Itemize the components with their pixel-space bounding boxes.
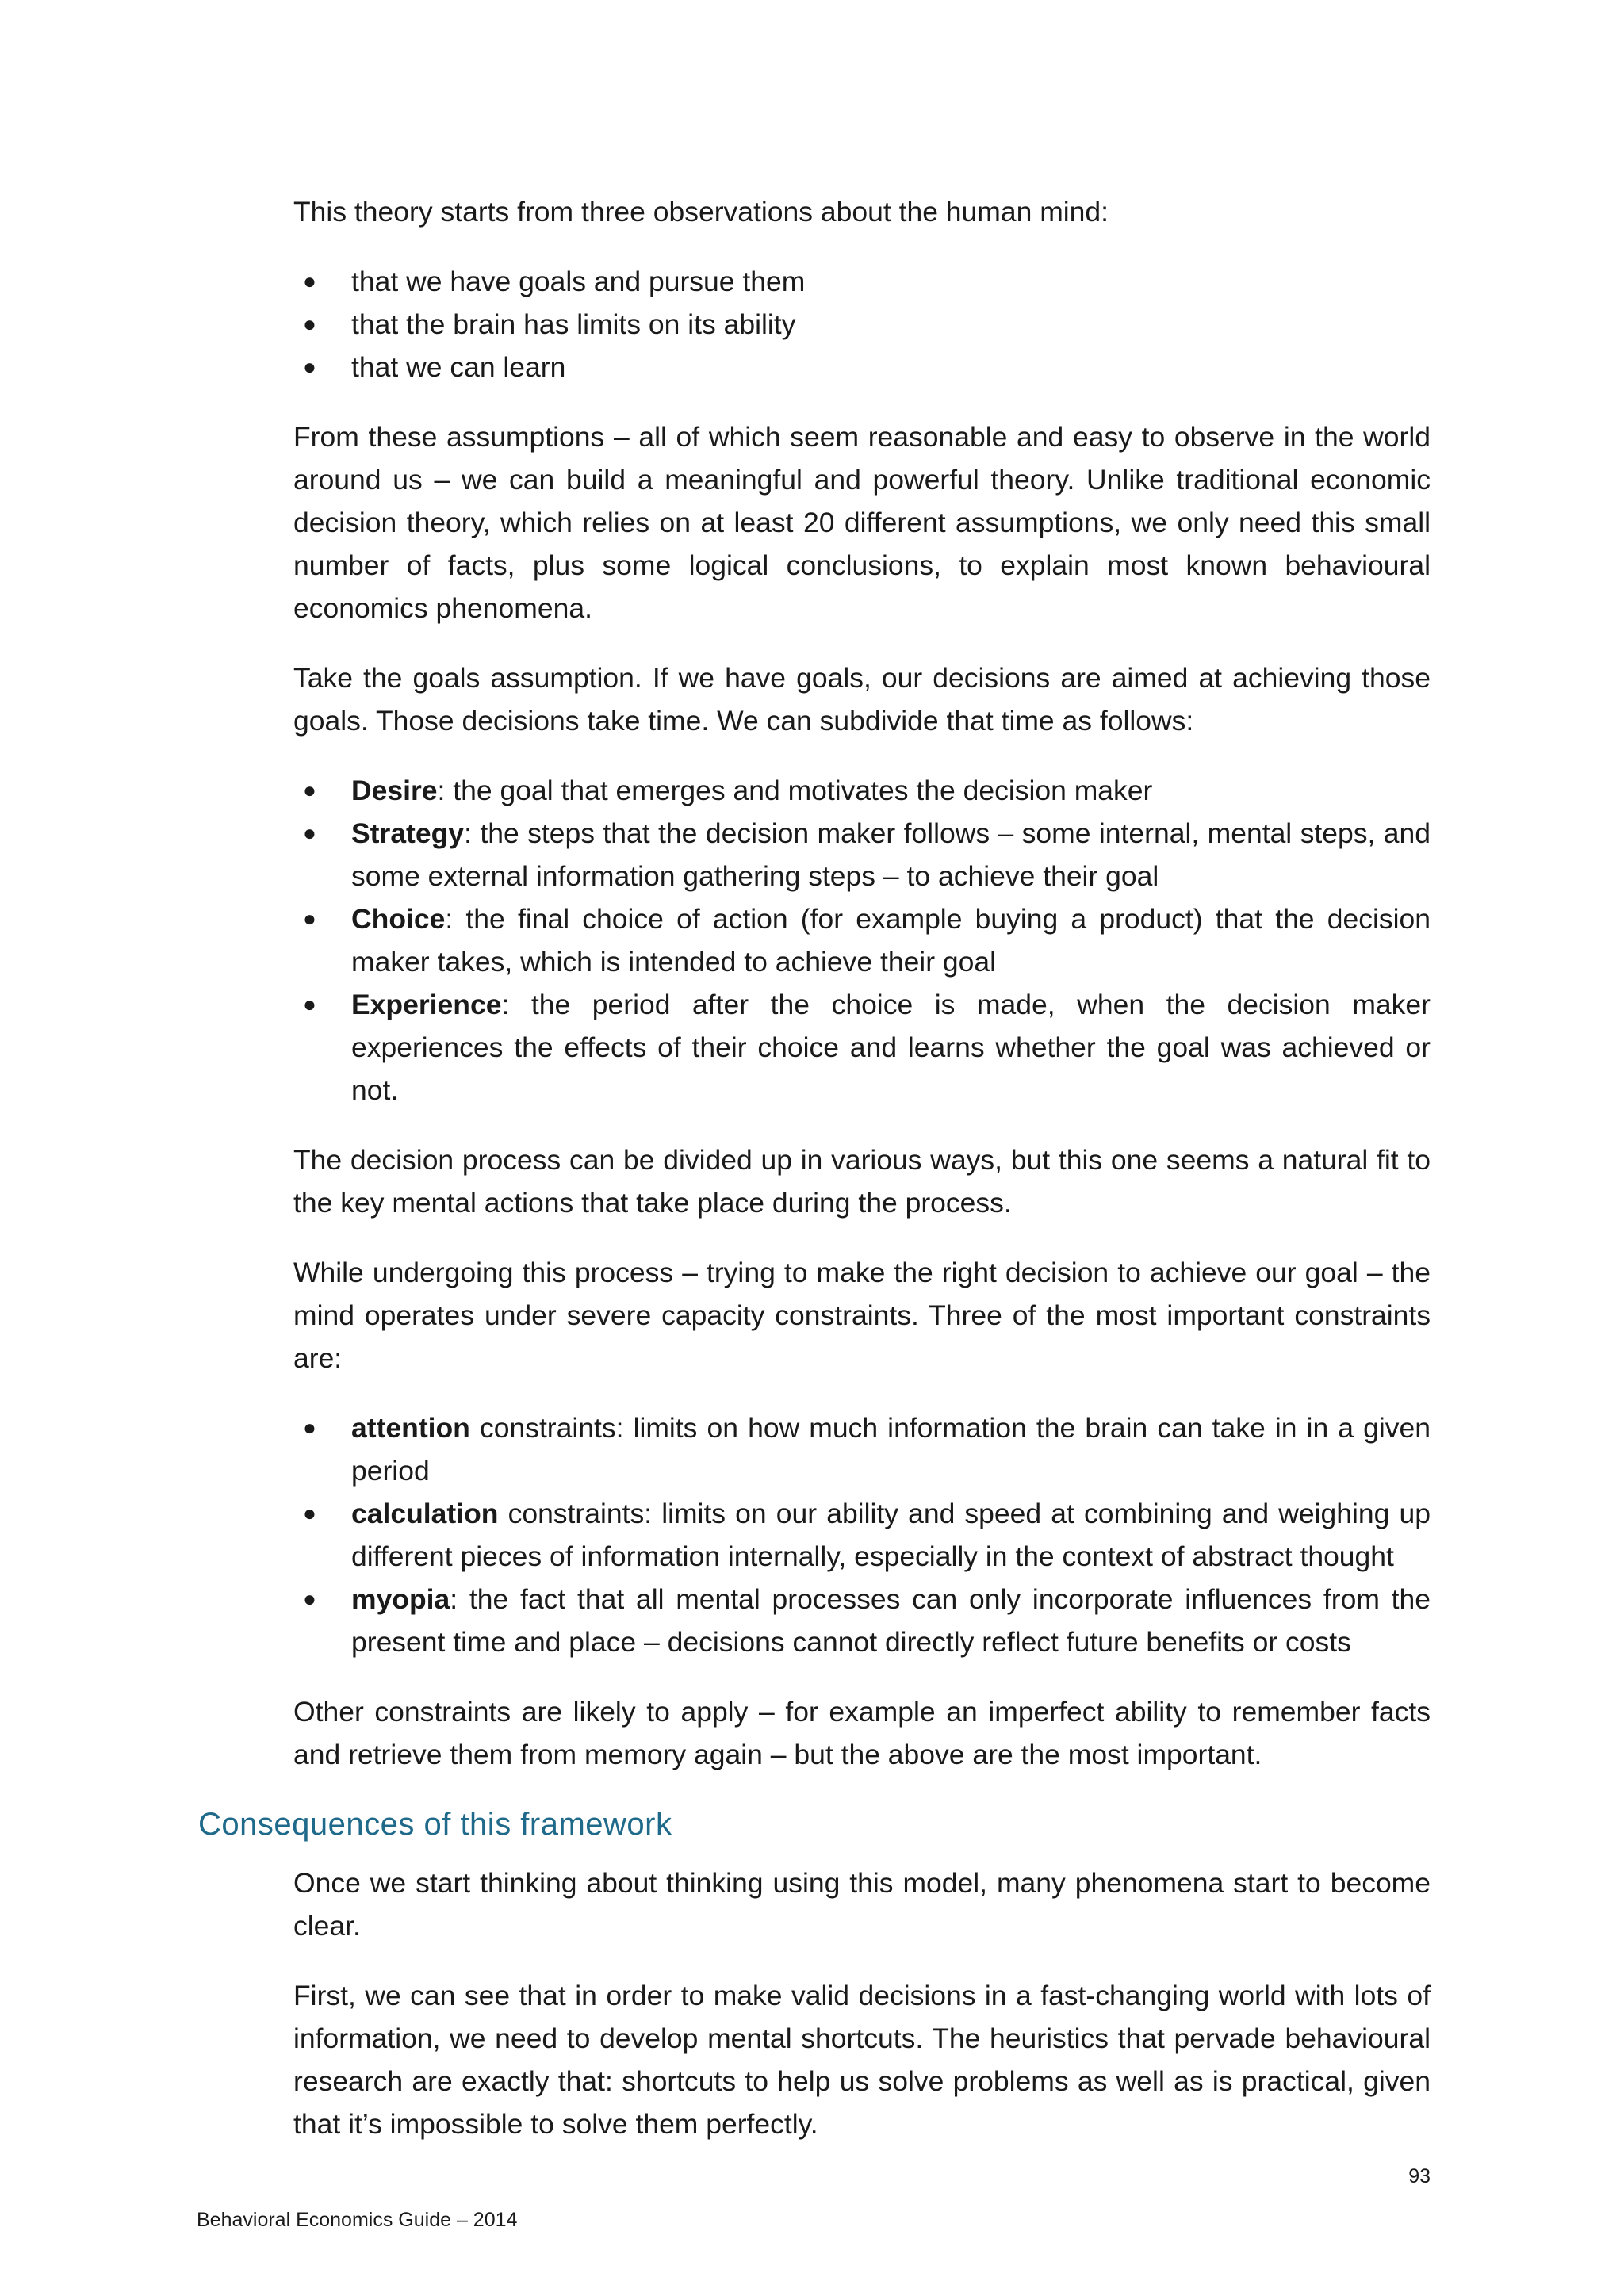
list-item-text: that we have goals and pursue them bbox=[351, 266, 806, 297]
list-item-text: constraints: limits on our ability and speed at combining and weighing up different pieces of information internally, especially in the context of abstract thought bbox=[351, 1498, 1431, 1572]
constraints-list bbox=[293, 1406, 1431, 1663]
list-item-text: : the final choice of action (for example buying a product) that the decision maker takes, which is intended to achieve their goal bbox=[351, 903, 1431, 978]
list-item bbox=[293, 1406, 1431, 1492]
list-item-term: attention bbox=[351, 1412, 470, 1444]
process-paragraph: The decision process can be divided up in various ways, but this one seems a natural fit to the key mental actions that take place during the process. bbox=[293, 1144, 1431, 1219]
list-item-term: Desire bbox=[351, 775, 438, 806]
other-constraints-paragraph: Other constraints are likely to apply – for example an imperfect ability to remember facts and retrieve them from memory again – but the above are the most important. bbox=[293, 1696, 1431, 1770]
bullet-icon: ● bbox=[303, 1415, 316, 1440]
once-paragraph: Once we start thinking about thinking using this model, many phenomena start to become clear. bbox=[293, 1867, 1431, 1942]
list-item-term: myopia bbox=[351, 1583, 450, 1615]
list-item bbox=[293, 260, 1431, 303]
page-body bbox=[198, 190, 1431, 2172]
bullet-icon: ● bbox=[303, 269, 316, 293]
goals-paragraph: Take the goals assumption. If we have goals, our decisions are aimed at achieving those goals. Those decisions take time. We can subdivide that time as follows: bbox=[293, 662, 1431, 737]
page-number: 93 bbox=[1408, 2165, 1431, 2187]
list-item-text: that we can learn bbox=[351, 351, 566, 383]
list-item-term: Strategy bbox=[351, 817, 465, 849]
list-item bbox=[293, 1578, 1431, 1663]
list-item-text: that the brain has limits on its ability bbox=[351, 308, 796, 340]
bullet-icon: ● bbox=[303, 906, 316, 931]
page-footer: Behavioral Economics Guide – 2014 bbox=[197, 2209, 518, 2231]
bullet-icon: ● bbox=[303, 992, 316, 1016]
list-item bbox=[293, 983, 1431, 1112]
list-item bbox=[293, 303, 1431, 346]
bullet-icon: ● bbox=[303, 778, 316, 802]
list-item-text: : the goal that emerges and motivates the decision maker bbox=[437, 775, 1153, 806]
list-item-text: : the fact that all mental processes can only incorporate influences from the present time and place – decisions cannot directly reflect future benefits or costs bbox=[351, 1583, 1431, 1658]
bullet-icon: ● bbox=[303, 1586, 316, 1611]
list-item-term: Experience bbox=[351, 989, 502, 1020]
observations-list bbox=[293, 260, 1431, 388]
constraints-paragraph: While undergoing this process – trying to make the right decision to achieve our goal – the mind operates under severe capacity constraints. Three of the most important constraints are: bbox=[293, 1257, 1431, 1374]
stages-list bbox=[293, 769, 1431, 1112]
assumptions-paragraph: From these assumptions – all of which seem reasonable and easy to observe in the world around us – we can build a meaningful and powerful theory. Unlike traditional economic decision theory, which relies on at least 20 different assumptions, we only need this small number of facts, plus some logical conclusions, to explain most known behavioural economics phenomena. bbox=[293, 421, 1431, 624]
bullet-icon: ● bbox=[303, 354, 316, 379]
bullet-icon: ● bbox=[303, 1501, 316, 1525]
bullet-icon: ● bbox=[303, 821, 316, 845]
list-item bbox=[293, 812, 1431, 897]
list-item bbox=[293, 1492, 1431, 1578]
intro-paragraph: This theory starts from three observations about the human mind: bbox=[293, 196, 1109, 228]
list-item bbox=[293, 897, 1431, 983]
list-item bbox=[293, 769, 1431, 812]
list-item-term: calculation bbox=[351, 1498, 499, 1529]
list-item-text: : the period after the choice is made, when the decision maker experiences the effects of their choice and learns whether the goal was achieved or not. bbox=[351, 989, 1431, 1106]
first-paragraph: First, we can see that in order to make valid decisions in a fast-changing world with lots of information, we need to develop mental shortcuts. The heuristics that pervade behavioural research are exactly that: shortcuts to help us solve problems as well as is practical, given that it’s impossible to solve them perfectly. bbox=[293, 1980, 1431, 2140]
list-item-text: constraints: limits on how much information the brain can take in in a given period bbox=[351, 1412, 1431, 1487]
bullet-icon: ● bbox=[303, 312, 316, 336]
list-item-term: Choice bbox=[351, 903, 446, 935]
list-item bbox=[293, 346, 1431, 388]
list-item-text: : the steps that the decision maker follows – some internal, mental steps, and some external information gathering steps – to achieve their goal bbox=[351, 817, 1431, 892]
section-heading: Consequences of this framework bbox=[198, 1807, 672, 1842]
